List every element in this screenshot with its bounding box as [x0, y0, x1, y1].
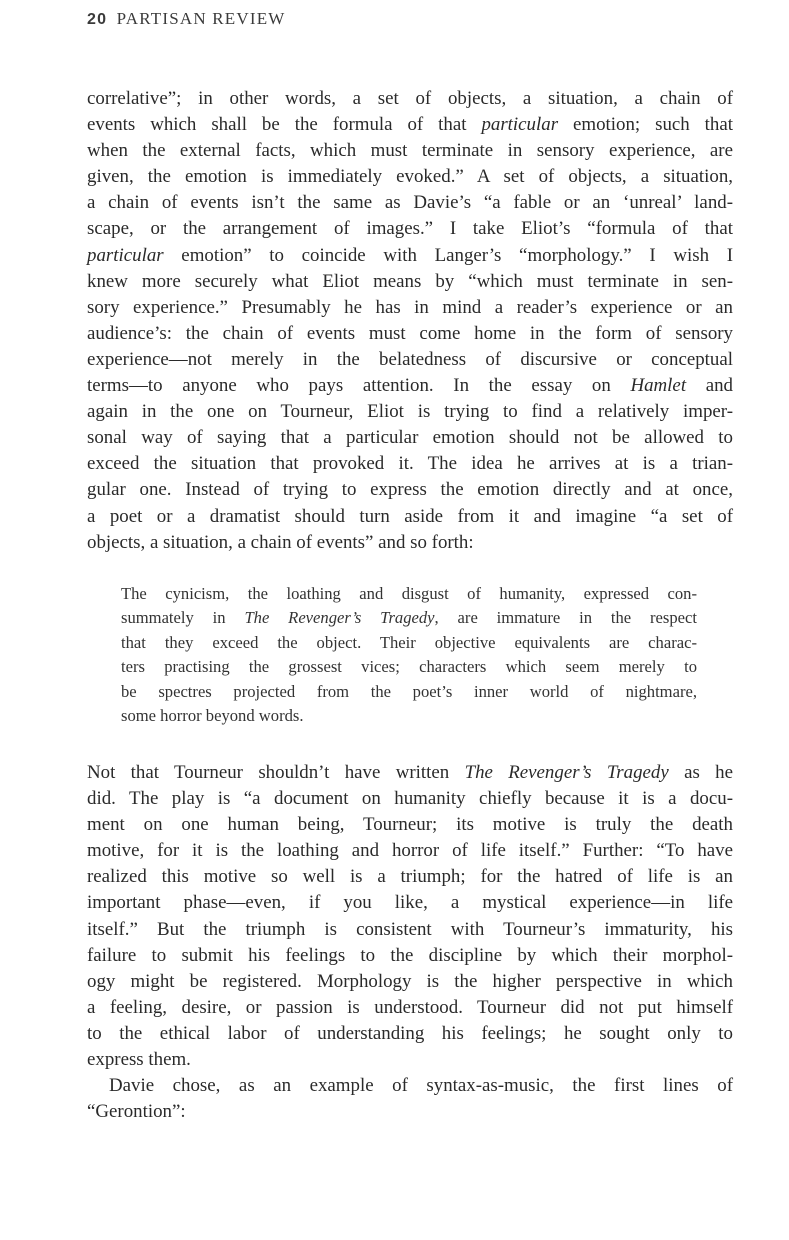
text-line: audience’s: the chain of events must come home in the form of sensory — [87, 322, 733, 344]
block-quote — [121, 582, 697, 728]
text-line: ment on one human being, Tourneur; its motive is truly the death — [87, 814, 733, 836]
text-line: again in the one on Tourneur, Eliot is trying to find a relatively imper- — [87, 401, 733, 423]
text-line: gular one. Instead of trying to express the emotion directly and at once, — [87, 479, 733, 501]
text-line: knew more securely what Eliot means by “which must terminate in sen- — [87, 270, 733, 292]
text-line: correlative”; in other words, a set of objects, a situation, a chain of — [87, 88, 733, 109]
text-line: objects, a situation, a chain of events” and so forth: — [87, 531, 474, 553]
text-line: when the external facts, which must terminate in sensory experience, are — [87, 140, 733, 162]
text-line: experience—not merely in the belatedness of discursive or conceptual — [87, 348, 733, 370]
text-line: sonal way of saying that a particular emotion should not be allowed to — [87, 427, 733, 449]
text-line: a chain of events isn’t the same as Davie’s “a fable or an ‘unreal’ land- — [87, 192, 733, 214]
text-line: ters practising the grossest vices; characters which seem merely to — [121, 657, 697, 677]
text-line: The cynicism, the loathing and disgust of humanity, expressed con- — [121, 584, 697, 603]
journal-title: PARTISAN REVIEW — [116, 9, 286, 28]
running-head — [87, 9, 286, 29]
text-line: motive, for it is the loathing and horror of life itself.” Further: “To have — [87, 840, 733, 862]
paragraph-1 — [87, 86, 733, 556]
text-line: a poet or a dramatist should turn aside from it and imagine “a set of — [87, 505, 733, 527]
text-line: terms—to anyone who pays attention. In the essay on Hamlet and — [87, 375, 733, 397]
text-line: exceed the situation that provoked it. The idea he arrives at is a trian- — [87, 453, 733, 475]
text-line: realized this motive so well is a triumph; for the hatred of life is an — [87, 866, 733, 888]
text-line: a feeling, desire, or passion is understood. Tourneur did not put himself — [87, 996, 733, 1018]
text-line: sory experience.” Presumably he has in mind a reader’s experience or an — [87, 296, 733, 318]
text-line: important phase—even, if you like, a mystical experience—in life — [87, 892, 733, 914]
text-line: to the ethical labor of understanding his feelings; he sought only to — [87, 1022, 733, 1044]
text-line: failure to submit his feelings to the discipline by which their morphol- — [87, 944, 733, 966]
text-line: summately in The Revenger’s Tragedy, are immature in the respect — [121, 608, 697, 628]
text-line: that they exceed the object. Their objective equivalents are charac- — [121, 632, 697, 652]
text-line: events which shall be the formula of that particular emotion; such that — [87, 114, 734, 136]
text-line: “Gerontion”: — [87, 1101, 186, 1123]
text-line: itself.” But the triumph is consistent with Tourneur’s immaturity, his — [87, 918, 733, 940]
text-line: scape, or the arrangement of images.” I take Eliot’s “formula of that — [87, 218, 733, 240]
text-line: Davie chose, as an example of syntax-as-music, the first lines of — [109, 1075, 733, 1097]
text-line: did. The play is “a document on humanity chiefly because it is a docu- — [87, 788, 733, 810]
text-line: particular emotion” to coincide with Langer’s “morphology.” I wish I — [87, 244, 733, 266]
text-line: given, the emotion is immediately evoked.” A set of objects, a situation, — [87, 166, 733, 188]
text-line: ogy might be registered. Morphology is the higher perspective in which — [87, 970, 733, 992]
page-number: 20 — [87, 11, 108, 28]
text-line: Not that Tourneur shouldn’t have written The Revenger’s Tragedy as he — [87, 762, 733, 783]
text-line: some horror beyond words. — [121, 706, 304, 726]
text-line: express them. — [87, 1049, 191, 1071]
paragraph-2 — [87, 760, 733, 1125]
text-line: be spectres projected from the poet’s inner world of nightmare, — [121, 681, 697, 701]
